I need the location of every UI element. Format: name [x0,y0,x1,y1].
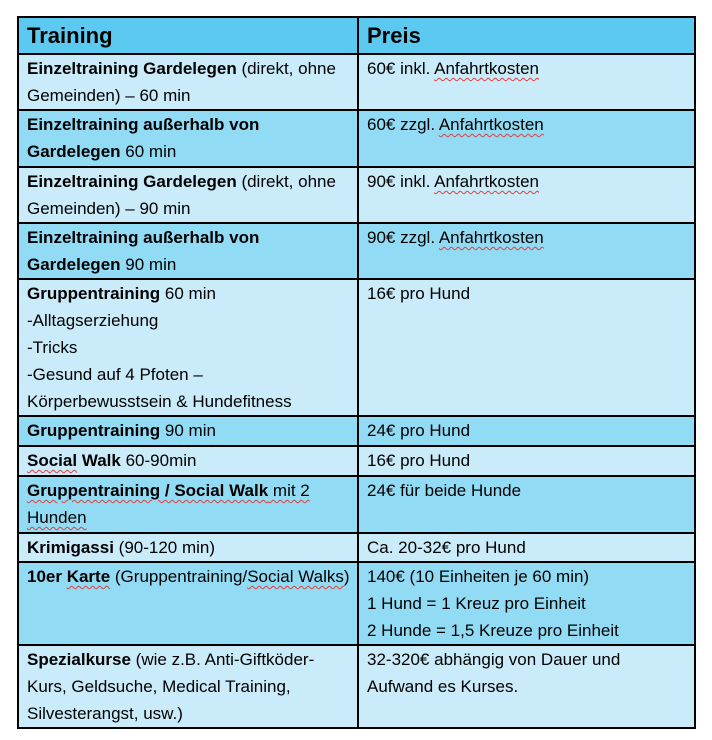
price-text: Ca. 20-32€ pro Hund [367,538,526,557]
training-title: 10er [27,567,67,586]
training-title: Einzeltraining außerhalb von Gardelegen [27,115,260,161]
training-detail: 90 min [160,421,216,440]
training-title: Krimigassi [27,538,114,557]
training-cell [18,167,358,223]
training-detail: 60-90min [120,451,197,470]
training-title: Walk [77,451,121,470]
price-text: 24€ pro Hund [367,421,471,440]
price-cell [358,645,695,728]
price-table [17,16,696,729]
training-title: Einzeltraining Gardelegen [27,59,237,78]
table-row [18,167,695,223]
training-cell [18,416,358,446]
training-title-flagged: Gruppentraining / Social Walk [27,481,269,500]
price-text-flagged: Anfahrtkosten [434,172,540,191]
training-cell [18,446,358,476]
training-topic: -Gesund auf 4 Pfoten – Körperbewusstsein & Hundefitness [27,365,292,411]
price-cell [358,562,695,645]
training-detail: 60 min [120,142,177,161]
price-cell [358,279,695,416]
training-cell [18,54,358,110]
price-line: 2 Hunde = 1,5 Kreuze pro Einheit [367,621,619,640]
training-title: Einzeltraining außerhalb von Gardelegen [27,228,260,274]
price-text: 24€ für beide Hunde [367,481,522,500]
table-row [18,223,695,279]
price-text-flagged: Anfahrtkosten [438,228,544,247]
table-row [18,645,695,728]
header-price: Preis [358,17,695,54]
price-text: 32-320€ abhängig von Dauer und Aufwand es Kurses. [367,650,621,696]
training-detail: ) [343,567,350,586]
training-detail: 60 min [160,284,216,303]
training-detail: (90-120 min) [113,538,216,557]
price-text: 16€ pro Hund [367,284,471,303]
training-title-flagged: Social [27,451,78,470]
training-title: Gruppentraining [27,284,161,303]
training-detail-flagged: mit 2 Hunden [27,481,310,527]
table-row [18,110,695,167]
price-line: 1 Hund = 1 Kreuz pro Einheit [367,594,586,613]
price-text-flagged: Anfahrtkosten [438,115,544,134]
training-cell [18,110,358,167]
price-cell [358,223,695,279]
price-cell [358,110,695,167]
price-text: 90€ zzgl. [367,228,439,247]
price-cell [358,533,695,562]
price-cell [358,446,695,476]
table-row [18,54,695,110]
table-row [18,446,695,476]
price-text-flagged: Anfahrtkosten [434,59,540,78]
table-row [18,533,695,562]
price-text: 16€ pro Hund [367,451,471,470]
table-row [18,476,695,533]
training-cell [18,533,358,562]
training-title: Einzeltraining Gardelegen [27,172,237,191]
price-cell [358,476,695,533]
header-row [18,17,695,54]
training-topic: -Tricks [27,338,78,357]
training-title: Gruppentraining [27,421,161,440]
price-cell [358,416,695,446]
training-cell [18,279,358,416]
table-row [18,562,695,645]
training-detail: (Gruppentraining/ [110,567,248,586]
training-cell [18,645,358,728]
training-title: Spezialkurse [27,650,131,669]
price-text: 60€ inkl. [367,59,435,78]
training-detail: (direkt, ohne Gemeinden) – 90 min [27,172,336,218]
price-cell [358,54,695,110]
training-detail: (direkt, ohne Gemeinden) – 60 min [27,59,336,105]
training-title-flagged: Karte [66,567,111,586]
price-cell [358,167,695,223]
table-row [18,416,695,446]
training-detail: 90 min [120,255,177,274]
training-cell [18,223,358,279]
price-text: 60€ zzgl. [367,115,439,134]
training-detail-flagged: Social Walks [247,567,344,586]
price-text: 90€ inkl. [367,172,435,191]
table-row [18,279,695,416]
training-detail: (wie z.B. Anti-Giftköder-Kurs, Geldsuche, Medical Training, Silvesterangst, usw.) [27,650,315,723]
training-cell [18,476,358,533]
training-topic: -Alltagserziehung [27,311,159,330]
price-line: 140€ (10 Einheiten je 60 min) [367,567,590,586]
training-cell [18,562,358,645]
header-training: Training [18,17,358,54]
